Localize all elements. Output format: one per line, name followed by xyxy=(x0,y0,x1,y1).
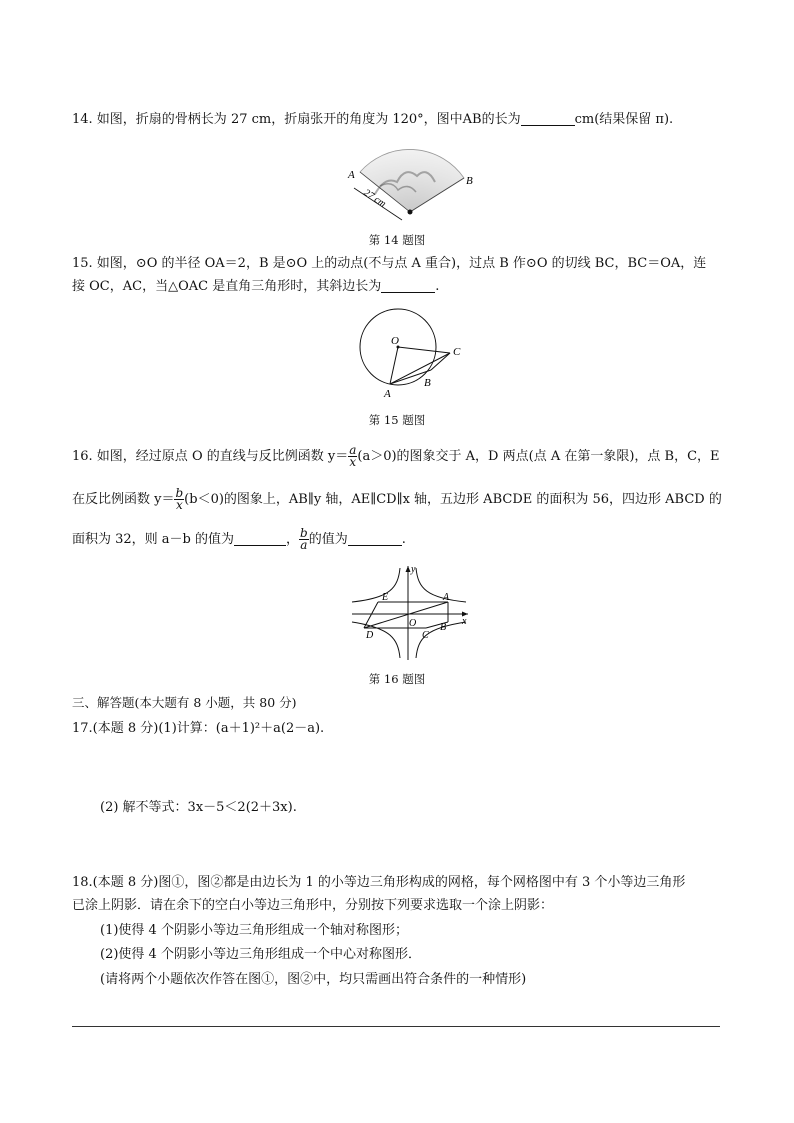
q15-line2 xyxy=(72,278,439,296)
q16-label-y: y xyxy=(411,564,416,575)
q16-line2 xyxy=(72,488,722,511)
q16-l2b: (b＜0)的图象上，AB∥y 轴，AE∥CD∥x 轴，五边形 ABCDE 的面积为 56，四边形 ABCD 的 xyxy=(184,492,722,507)
q15-caption: 第 15 题图 xyxy=(368,413,426,427)
q16-caption: 第 16 题图 xyxy=(368,672,426,686)
q17-part2: (2) 解不等式：3x－5＜2(2＋3x). xyxy=(100,800,297,815)
q16-graph-figure xyxy=(348,562,474,662)
q15-label-a: A xyxy=(384,388,391,400)
q16-frac-b-over-a: $\frac{b}{a}$ xyxy=(300,526,308,552)
q15-end: . xyxy=(435,279,440,294)
q16-label-e: E xyxy=(382,592,389,603)
q16-l3c: 的值为 xyxy=(308,532,348,547)
q14-fan-figure xyxy=(340,142,480,222)
q15-line1: 15. 如图，⊙O 的半径 OA＝2，B 是⊙O 上的动点(不与点 A 重合)，过点 B 作⊙O 的切线 BC，BC＝OA，连 xyxy=(72,256,707,271)
q16-label-a: A xyxy=(443,592,450,603)
q15-label-c: C xyxy=(453,346,461,358)
q15-stem: 接 OC，AC，当△OAC 是直角三角形时，其斜边长为 xyxy=(72,279,382,294)
q14-text xyxy=(72,111,673,129)
q16-l3a: 面积为 32，则 a－b 的值为 xyxy=(72,532,235,547)
q15-label-o: O xyxy=(391,335,399,347)
q16-l3d: . xyxy=(401,532,406,547)
q16-frac-a-over-x: $\frac{a}{x}$ xyxy=(349,443,357,469)
q16-label-d: D xyxy=(366,630,374,641)
q16-line1 xyxy=(72,445,720,468)
q16-label-x: x xyxy=(462,616,467,627)
q15-circle-figure xyxy=(350,303,470,403)
q16-label-b: B xyxy=(440,622,447,633)
q14-answer-blank[interactable] xyxy=(521,111,575,126)
q18-line2: 已涂上阴影．请在余下的空白小等边三角形中，分别按下列要求选取一个涂上阴影： xyxy=(72,898,554,913)
q14-label-a: A xyxy=(348,169,355,181)
q17-part1: 17.(本题 8 分)(1)计算：(a＋1)²＋a(2－a). xyxy=(72,721,325,736)
q14-stem: 14. 如图，折扇的骨柄长为 27 cm，折扇张开的角度为 120°，图中AB的长为 xyxy=(72,112,521,127)
q16-label-o: O xyxy=(409,618,417,629)
q14-caption: 第 14 题图 xyxy=(368,233,426,247)
q16-label-c: C xyxy=(422,630,429,641)
q18-item1: (1)使得 4 个阴影小等边三角形组成一个轴对称图形； xyxy=(100,923,408,938)
q16-l1b: (a＞0)的图象交于 A，D 两点(点 A 在第一象限)，点 B，C，E xyxy=(357,449,720,464)
footer-divider xyxy=(72,1026,720,1027)
q15-answer-blank[interactable] xyxy=(381,278,435,293)
q15-label-b: B xyxy=(424,377,431,389)
q16-l3b: ， xyxy=(286,532,300,547)
q18-line1: 18.(本题 8 分)图①，图②都是由边长为 1 的小等边三角形构成的网格，每个网格图中有 3 个小等边三角形 xyxy=(72,875,686,890)
q14-label-b: B xyxy=(466,175,473,187)
q18-item2: (2)使得 4 个阴影小等边三角形组成一个中心对称图形． xyxy=(100,947,421,962)
q16-l2a: 在反比例函数 y＝ xyxy=(72,492,175,507)
q16-l1a: 16. 如图，经过原点 O 的直线与反比例函数 y＝ xyxy=(72,449,349,464)
q18-item3: (请将两个小题依次作答在图①，图②中，均只需画出符合条件的一种情形) xyxy=(100,972,527,987)
section3-heading: 三、解答题(本大题有 8 小题，共 80 分) xyxy=(72,695,297,710)
q14-tail: cm(结果保留 π). xyxy=(574,112,674,127)
q16-answer-blank-1[interactable] xyxy=(234,531,286,546)
q16-line3 xyxy=(72,528,406,551)
q16-answer-blank-2[interactable] xyxy=(348,531,402,546)
q16-frac-b-over-x: $\frac{b}{x}$ xyxy=(175,486,184,512)
q14-label-length: 27 cm xyxy=(361,187,388,210)
